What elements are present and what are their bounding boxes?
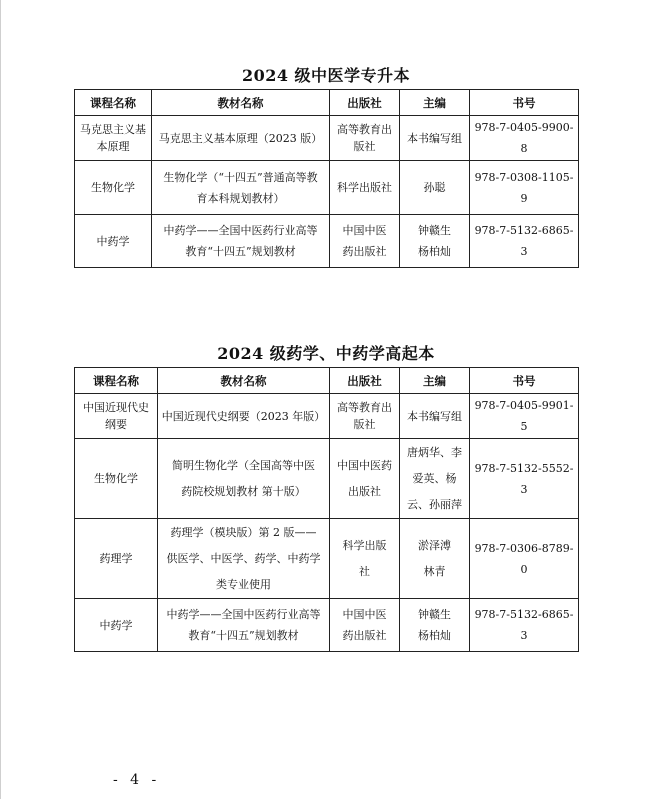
page-edge <box>0 0 1 799</box>
cell-course: 药理学 <box>75 519 158 599</box>
cell-publisher: 高等教育出版社 <box>330 394 400 439</box>
cell-editor: 钟赣生 杨柏灿 <box>400 599 470 652</box>
cell-editor: 孙聪 <box>400 161 470 215</box>
cell-isbn: 978-7-0405-9901-5 <box>470 394 579 439</box>
table-row <box>75 116 579 161</box>
table-header-row <box>75 368 579 394</box>
cell-isbn: 978-7-5132-5552-3 <box>470 439 579 519</box>
cell-textbook: 药理学（模块版）第 2 版——供医学、中医学、药学、中药学类专业使用 <box>158 519 330 599</box>
cell-textbook: 简明生物化学（全国高等中医药院校规划教材 第十版） <box>158 439 330 519</box>
page-number: - 4 - <box>113 772 161 788</box>
header-publisher: 出版社 <box>330 368 400 394</box>
header-editor: 主编 <box>400 90 470 116</box>
cell-publisher: 科学出版社 <box>330 519 400 599</box>
header-textbook: 教材名称 <box>152 90 330 116</box>
cell-textbook: 马克思主义基本原理（2023 版） <box>152 116 330 161</box>
textbook-table-gaoqiben <box>74 367 579 652</box>
cell-isbn: 978-7-5132-6865-3 <box>470 215 579 268</box>
table-header-row <box>75 90 579 116</box>
table-row <box>75 599 579 652</box>
cell-course: 中药学 <box>75 215 152 268</box>
cell-textbook: 中药学——全国中医药行业高等教育“十四五”规划教材 <box>158 599 330 652</box>
cell-publisher: 科学出版社 <box>330 161 400 215</box>
cell-editor: 本书编写组 <box>400 116 470 161</box>
cell-editor: 钟赣生 杨柏灿 <box>400 215 470 268</box>
cell-isbn: 978-7-0306-8789-0 <box>470 519 579 599</box>
cell-isbn: 978-7-0405-9900-8 <box>470 116 579 161</box>
table-row <box>75 394 579 439</box>
cell-textbook: 生物化学（“十四五”普通高等教育本科规划教材） <box>152 161 330 215</box>
cell-publisher: 中国中医药出版社 <box>330 215 400 268</box>
cell-textbook: 中国近现代史纲要（2023 年版） <box>158 394 330 439</box>
cell-course: 中药学 <box>75 599 158 652</box>
header-course: 课程名称 <box>75 368 158 394</box>
cell-isbn: 978-7-0308-1105-9 <box>470 161 579 215</box>
cell-editor: 本书编写组 <box>400 394 470 439</box>
cell-course: 生物化学 <box>75 439 158 519</box>
header-course: 课程名称 <box>75 90 152 116</box>
header-editor: 主编 <box>400 368 470 394</box>
section-title-zhuanshengben: 2024 级中医学专升本 <box>241 66 411 85</box>
header-isbn: 书号 <box>470 90 579 116</box>
table-row <box>75 215 579 268</box>
textbook-table-zhuanshengben <box>74 89 579 268</box>
cell-isbn: 978-7-5132-6865-3 <box>470 599 579 652</box>
header-isbn: 书号 <box>470 368 579 394</box>
table-row <box>75 161 579 215</box>
cell-editor: 淤泽溥 林青 <box>400 519 470 599</box>
cell-publisher: 中国中医药出版社 <box>330 439 400 519</box>
cell-textbook: 中药学——全国中医药行业高等教育“十四五”规划教材 <box>152 215 330 268</box>
cell-editor: 唐炳华、李爱英、杨云、孙丽萍 <box>400 439 470 519</box>
table-row <box>75 439 579 519</box>
header-publisher: 出版社 <box>330 90 400 116</box>
cell-course: 中国近现代史纲要 <box>75 394 158 439</box>
table-row <box>75 519 579 599</box>
cell-publisher: 中国中医药出版社 <box>330 599 400 652</box>
cell-publisher: 高等教育出版社 <box>330 116 400 161</box>
header-textbook: 教材名称 <box>158 368 330 394</box>
cell-course: 生物化学 <box>75 161 152 215</box>
cell-course: 马克思主义基本原理 <box>75 116 152 161</box>
section-title-gaoqiben: 2024 级药学、中药学高起本 <box>217 344 435 363</box>
